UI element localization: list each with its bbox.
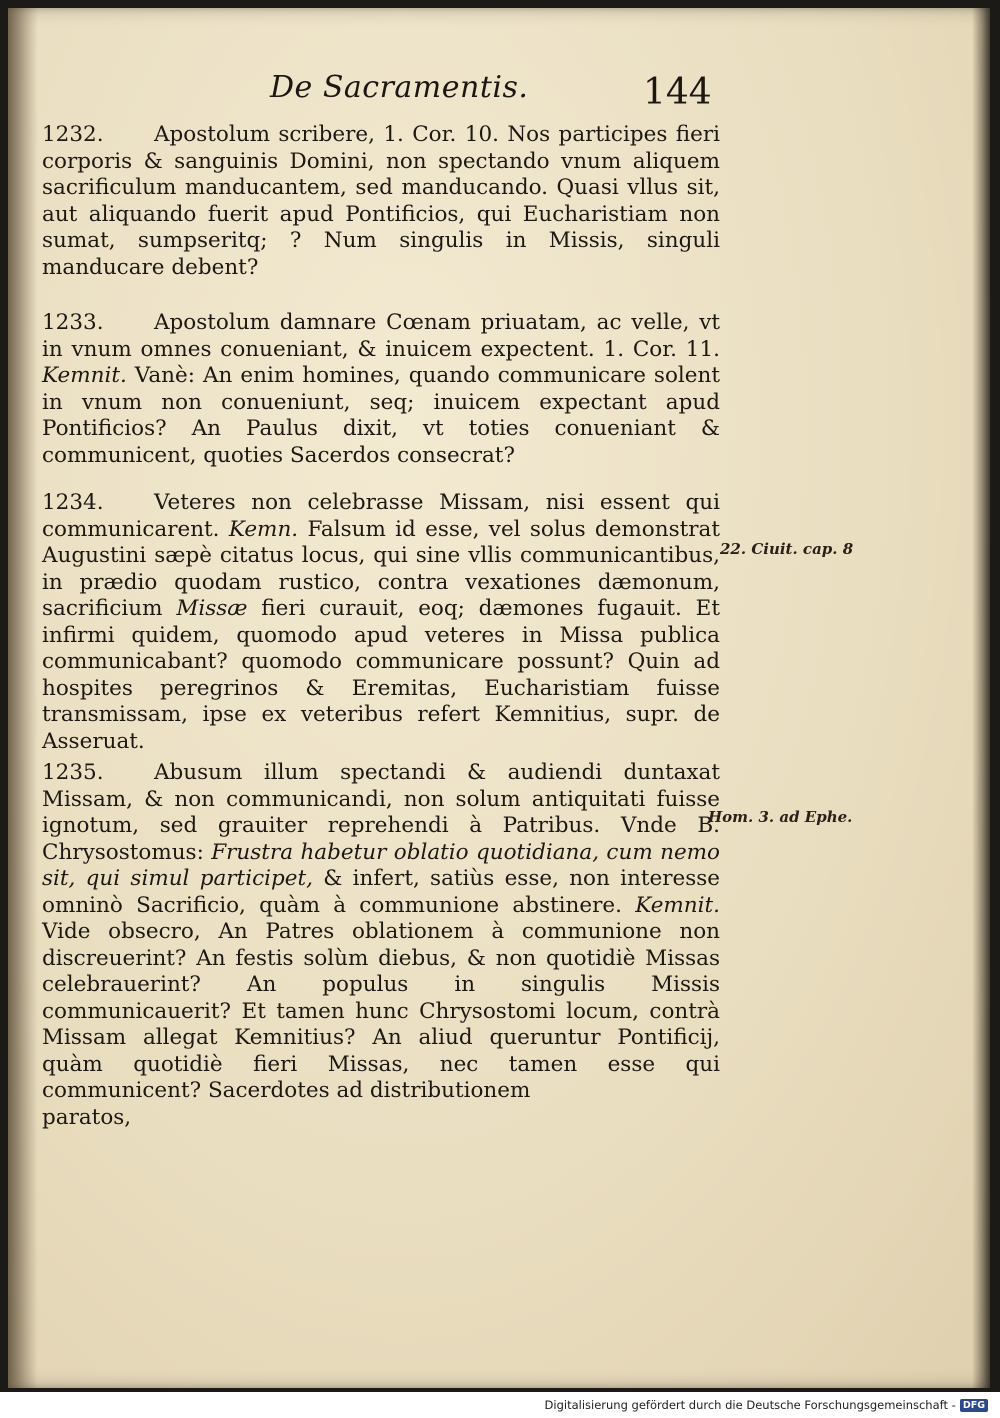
italic-text-run: Missæ — [176, 596, 248, 621]
text-run: Abusum illum spectandi & audiendi duntaxat Missam, & non communicandi, non solum antiquitati fuisse ignotum, sed grauiter reprehendi à Patribus. Vnde B. Chrysostomus: — [42, 760, 720, 865]
paragraph-number: 1233. — [42, 310, 104, 335]
page-gutter-shadow — [8, 8, 38, 1388]
footer-credit: Digitalisierung gefördert durch die Deutsche Forschungsgemeinschaft - — [544, 1398, 956, 1412]
dfg-logo-icon: DFG — [960, 1399, 988, 1412]
digitization-footer — [545, 1398, 988, 1412]
running-head: De Sacramentis. — [270, 70, 529, 105]
text-run: fieri curauit, eoq; dæmones fugauit. Et infirmi quidem, quomodo apud veteres in Missa publica communicabant? quomodo communicare possunt? Quin ad hospites peregrinos & Eremitas, Eucharistiam fuisse transmissam, ipse ex veteribus refert Kemnitius, supr. de Asseruat. — [42, 596, 720, 754]
margin-note-augustine: 22. Ciuit. cap. 8 — [720, 540, 854, 558]
page-edge-shadow — [972, 8, 990, 1388]
italic-text-run: Kemnit. — [42, 363, 127, 388]
paragraph-text — [42, 490, 720, 754]
paragraph-1235 — [42, 760, 720, 1131]
paragraph-text — [42, 760, 720, 1103]
paragraph-1234 — [42, 490, 720, 755]
page-number: 144 — [643, 72, 712, 113]
catchword: paratos, — [42, 1104, 132, 1130]
italic-text-run: Frustra habetur oblatio quotidiana, cum nemo sit, qui simul participet, — [42, 839, 720, 891]
text-run: Apostolum damnare Cœnam priuatam, ac velle, vt in vnum omnes conueniant, & inuicem expectent. 1. Cor. 11. — [42, 310, 720, 362]
text-run: & infert, satiùs esse, non interesse omninò Sacrificio, quàm à communione abstinere. — [42, 866, 720, 918]
paragraph-1233 — [42, 310, 720, 469]
text-run: Vide obsecro, An Patres oblationem à communione non discreuerint? An festis solùm diebus, & non quotidiè Missas celebrauerint? An populus in singulis Missis communicauerit? Et tamen hunc Chrysostomi locum, contrà Missam allegat Kemnitius? An aliud queruntur Pontificij, quàm quotidiè fieri Missas, nec tamen esse qui communicent? Sacerdotes ad distributionem — [42, 919, 720, 1103]
text-run: Falsum id esse, vel solus demonstrat Augustini sæpè citatus locus, qui sine vllis communicantibus, in prædio quodam rustico, contra vexationes dæmonum, sacrificium — [42, 516, 720, 621]
italic-text-run: Kemnit. — [635, 892, 720, 918]
italic-text-run: Kemn. — [228, 516, 299, 542]
paragraph-number: 1234. — [42, 490, 104, 515]
paragraph-number: 1232. — [42, 122, 104, 147]
paragraph-1232 — [42, 122, 720, 281]
margin-note-chrysostom: Hom. 3. ad Ephe. — [708, 808, 853, 826]
paragraph-number: 1235. — [42, 760, 104, 785]
text-run: Apostolum scribere, 1. Cor. 10. Nos participes fieri corporis & sanguinis Domini, non spectando vnum aliquem sacrificulum manducantem, sed manducando. Quasi vllus sit, aut aliquando fuerit apud Pontificios, qui Eucharistiam non sumat, sumpseritq; ? Num singulis in Missis, singuli manducare debent? — [42, 122, 720, 280]
text-run: Veteres non celebrasse Missam, nisi essent qui communicarent. — [42, 490, 720, 542]
text-run: Vanè: An enim homines, quando communicare solent in vnum non conueniunt, seq; inuicem expectant apud Pontificios? An Paulus dixit, vt toties conueniant & communicent, quoties Sacerdos consecrat? — [42, 363, 720, 468]
